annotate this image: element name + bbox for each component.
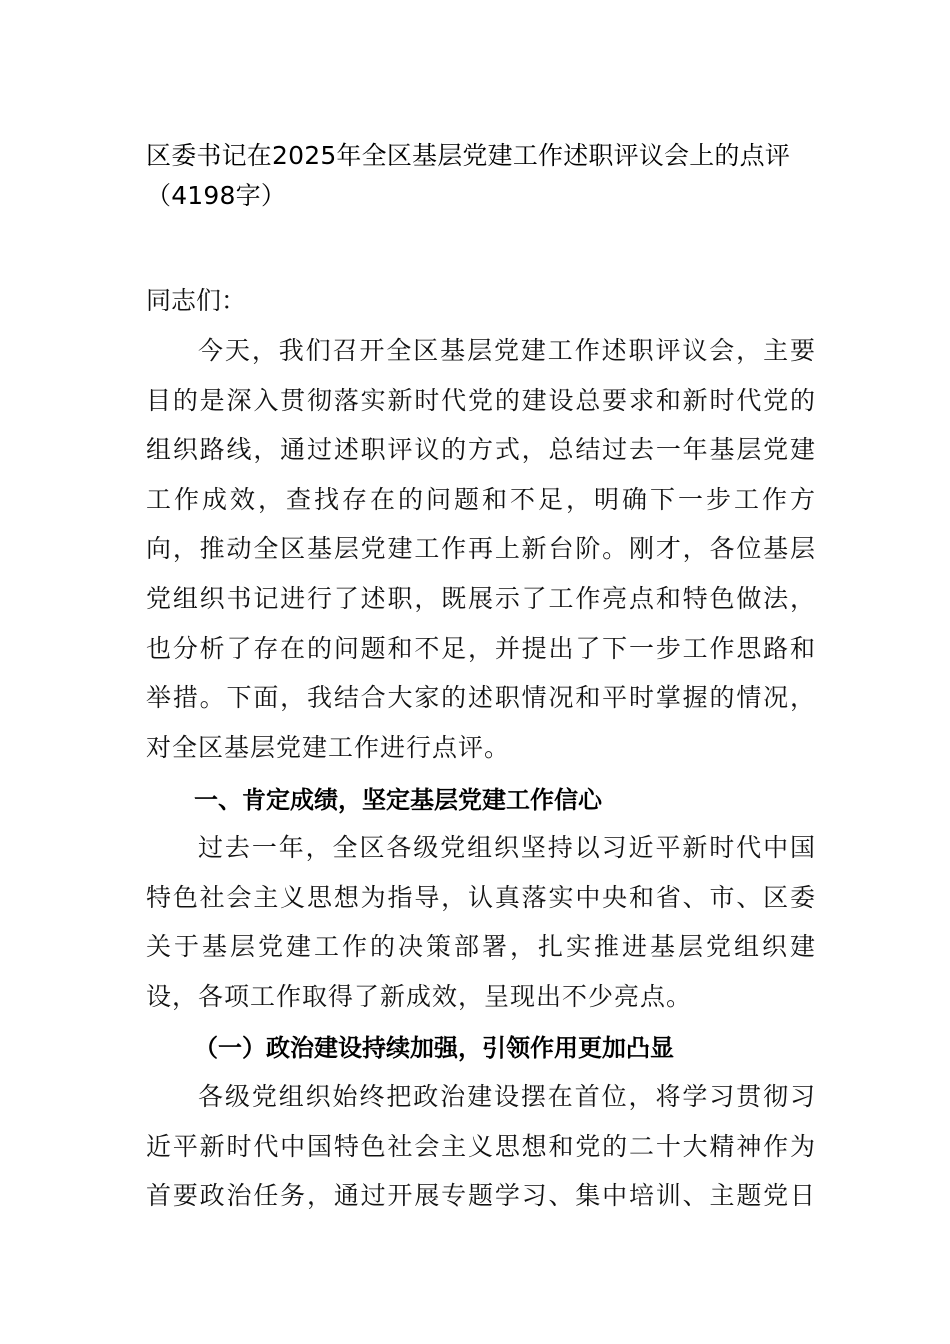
paragraph-line: 组织路线，通过述职评议的方式，总结过去一年基层党建	[146, 435, 816, 465]
paragraph-achievements	[146, 823, 816, 1021]
title-line-1: 区委书记在2025年全区基层党建工作述职评议会上的点评	[146, 141, 791, 170]
paragraph-line: 工作成效，查找存在的问题和不足，明确下一步工作方	[146, 484, 816, 514]
paragraph-line: 过去一年，全区各级党组织坚持以习近平新时代中国	[198, 833, 816, 862]
paragraph-line: 对全区基层党建工作进行点评。	[146, 732, 511, 762]
paragraph-line: 举措。下面，我结合大家的述职情况和平时掌握的情况，	[146, 683, 816, 713]
paragraph-line: 也分析了存在的问题和不足，并提出了下一步工作思路和	[146, 633, 816, 663]
paragraph-line: 党组织书记进行了述职，既展示了工作亮点和特色做法，	[146, 583, 816, 613]
paragraph-line: 首要政治任务，通过开展专题学习、集中培训、主题党日	[146, 1181, 816, 1211]
paragraph-intro	[146, 326, 816, 772]
section-heading-1: 一、肯定成绩，坚定基层党建工作信心	[194, 786, 602, 814]
paragraph-line: 向，推动全区基层党建工作再上新台阶。刚才，各位基层	[146, 534, 816, 564]
paragraph-line: 关于基层党建工作的决策部署，扎实推进基层党组织建	[146, 932, 816, 962]
paragraph-line: 设，各项工作取得了新成效，呈现出不少亮点。	[146, 981, 693, 1011]
paragraph-political-building	[146, 1072, 816, 1221]
paragraph-line: 近平新时代中国特色社会主义思想和党的二十大精神作为	[146, 1131, 816, 1161]
salutation: 同志们：	[146, 286, 247, 315]
section-heading-2: （一）政治建设持续加强，引领作用更加凸显	[194, 1034, 674, 1062]
paragraph-line: 目的是深入贯彻落实新时代党的建设总要求和新时代党的	[146, 385, 816, 415]
paragraph-line: 各级党组织始终把政治建设摆在首位，将学习贯彻习	[198, 1082, 816, 1111]
paragraph-line: 今天，我们召开全区基层党建工作述职评议会，主要	[198, 336, 816, 365]
paragraph-line: 特色社会主义思想为指导，认真落实中央和省、市、区委	[146, 882, 816, 912]
document-title	[146, 136, 816, 216]
title-line-2: （4198字）	[146, 181, 287, 210]
